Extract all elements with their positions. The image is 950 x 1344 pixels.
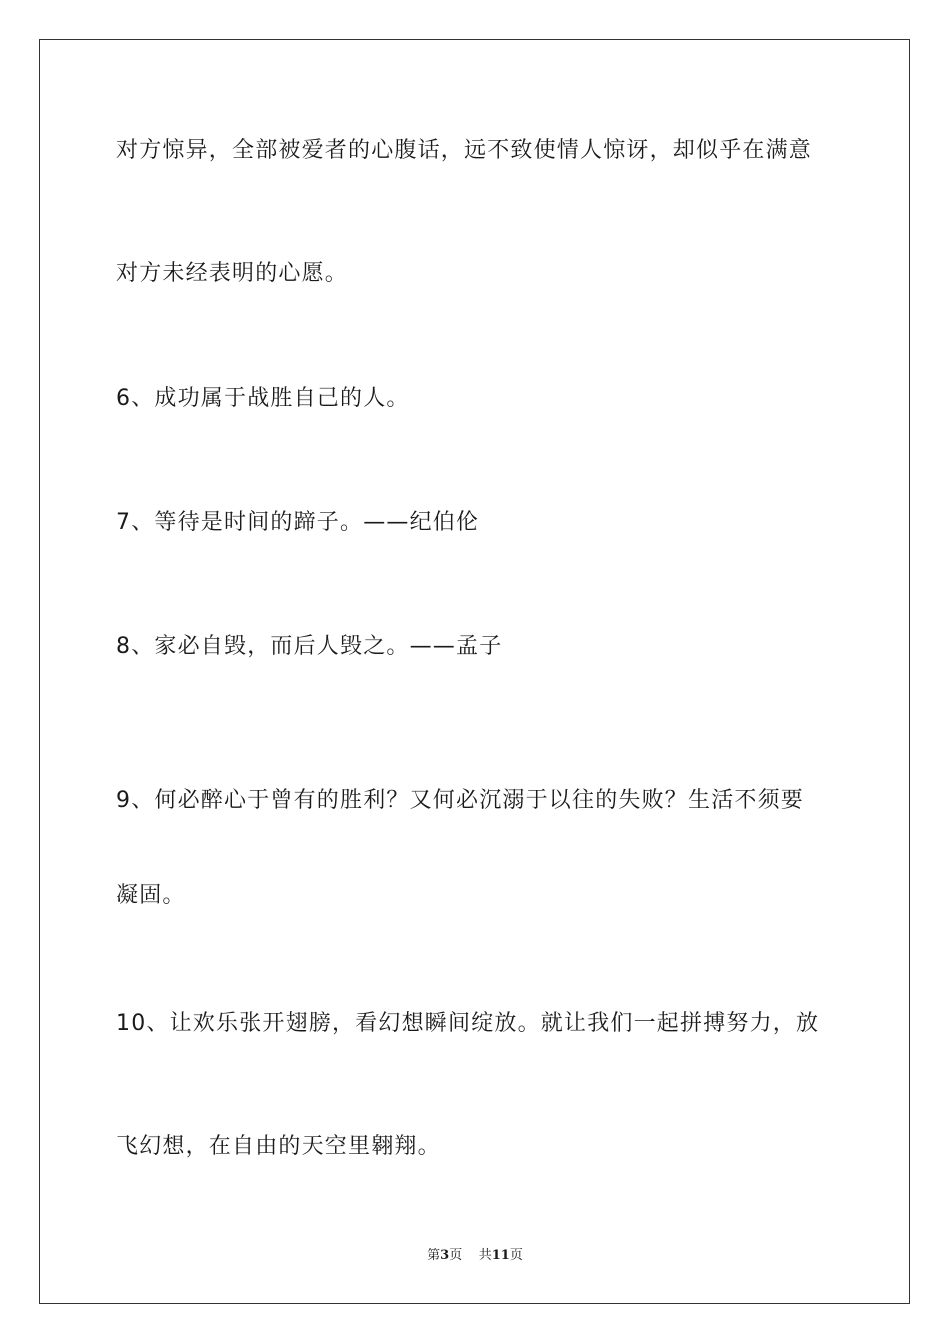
list-item: 8、家必自毁，而后人毁之。——孟子 [116, 634, 503, 659]
text-line: 飞幻想，在自由的天空里翱翔。 [116, 1134, 441, 1159]
page-border [39, 39, 910, 1304]
footer-page-suffix: 页 [449, 1248, 463, 1263]
list-item: 6、成功属于战胜自己的人。 [116, 386, 410, 411]
text-line: 凝固。 [116, 883, 186, 908]
current-page-number: 3 [440, 1248, 450, 1263]
page-footer [0, 1247, 950, 1265]
footer-total-suffix: 页 [509, 1248, 523, 1263]
text-line: 对方未经表明的心愿。 [116, 261, 349, 286]
list-item: 7、等待是时间的蹄子。——纪伯伦 [116, 510, 480, 535]
list-item: 10、让欢乐张开翅膀，看幻想瞬间绽放。就让我们一起拼搏努力，放 [116, 1011, 820, 1036]
total-pages-number: 11 [491, 1248, 510, 1263]
text-line: 对方惊异，全部被爱者的心腹话，远不致使情人惊讶，却似乎在满意 [116, 138, 813, 163]
list-item: 9、何必醉心于曾有的胜利？又何必沉溺于以往的失败？生活不须要 [116, 788, 804, 813]
footer-total-prefix: 共 [478, 1248, 492, 1263]
footer-prefix: 第 [427, 1248, 441, 1263]
